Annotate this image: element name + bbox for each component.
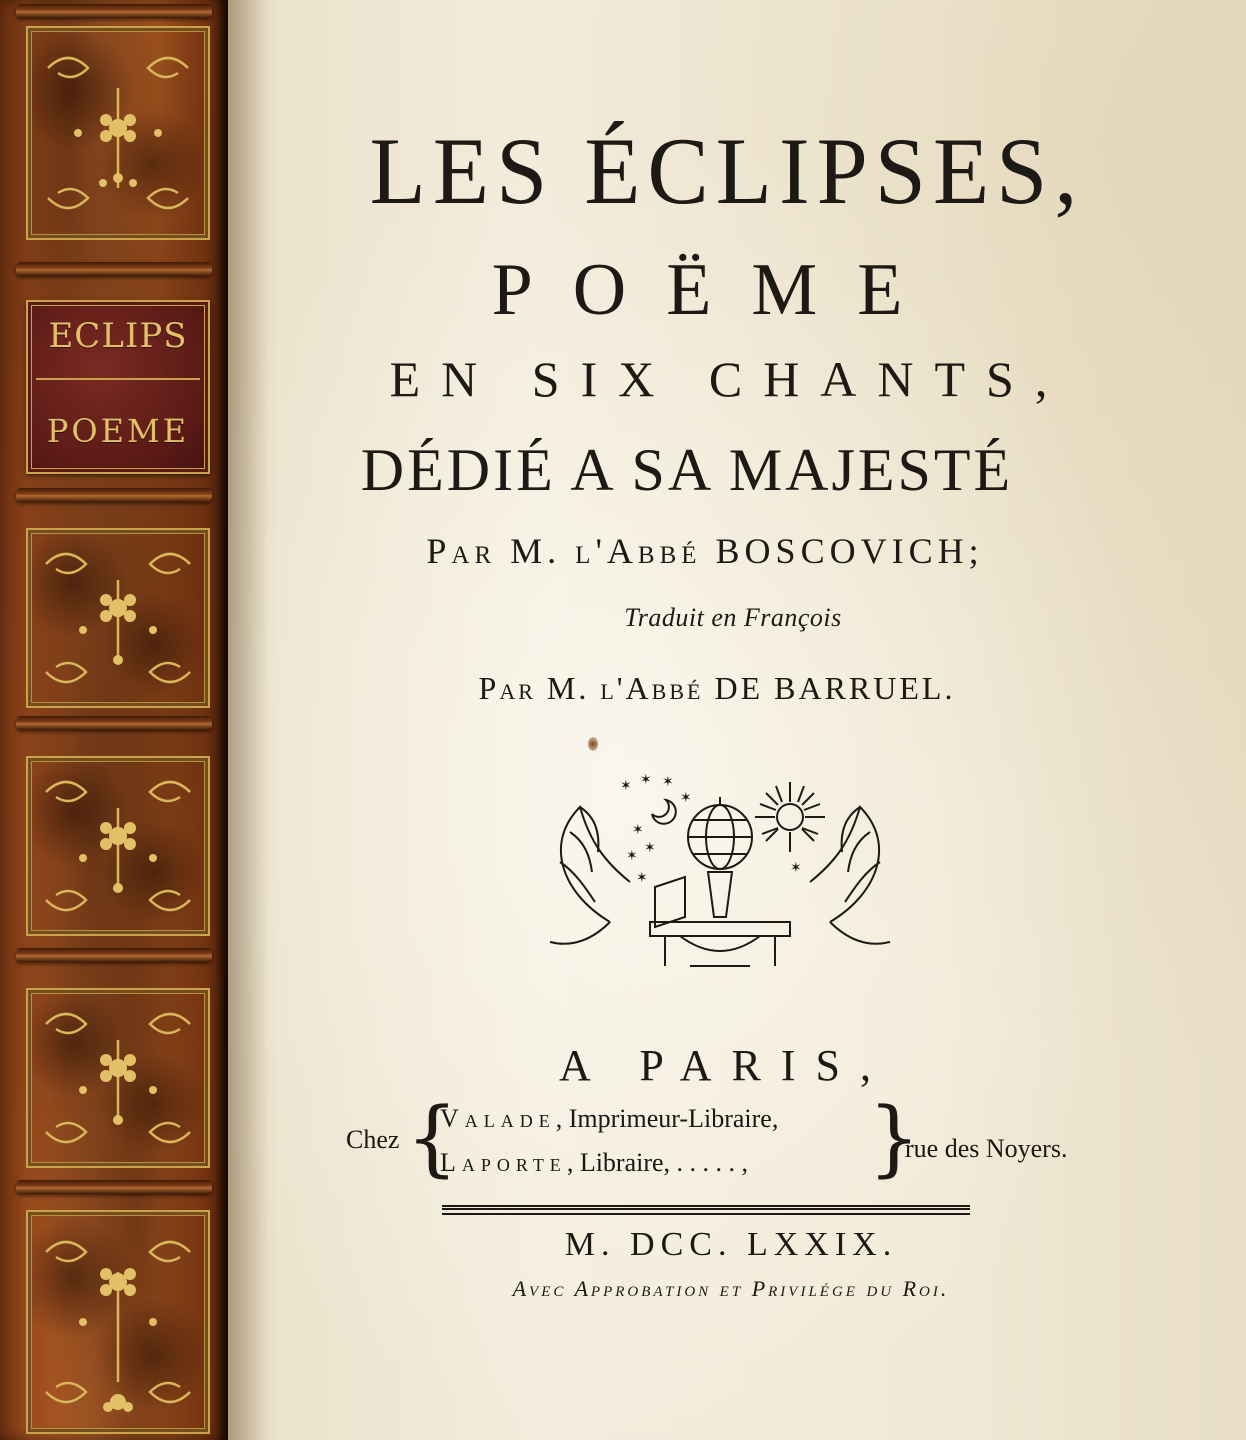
publisher-2-role: , Libraire, . . . . . , <box>566 1148 749 1177</box>
publisher-1 <box>440 1104 778 1134</box>
cantos-line: EN SIX CHANTS, <box>389 351 1069 407</box>
publisher-1-name: Valade <box>440 1104 556 1133</box>
svg-text:✶: ✶ <box>636 870 648 886</box>
translator-line <box>208 670 1226 707</box>
floral-ornament-icon <box>28 990 208 1166</box>
astronomy-vignette-icon <box>540 772 900 992</box>
spine-panel-ornament <box>26 1210 210 1434</box>
author-name: BOSCOVICH; <box>715 531 984 571</box>
dedication-line: DÉDIÉ A SA MAJESTÉ <box>360 437 1014 503</box>
spine-band <box>16 262 212 276</box>
chez-label: Chez <box>346 1125 400 1154</box>
publisher-2 <box>440 1148 748 1178</box>
spine-label-rule <box>36 378 200 380</box>
street-address: rue des Noyers. <box>905 1134 1068 1163</box>
spine-label-line1: ECLIPS <box>48 316 188 356</box>
book-subtitle: POËME <box>491 249 943 331</box>
book-spine <box>0 0 228 1440</box>
imprint-place: A PARIS, <box>558 1041 892 1090</box>
right-brace: } <box>868 1091 921 1186</box>
spine-panel-ornament <box>26 756 210 936</box>
title-page <box>228 0 1246 1440</box>
svg-text:✶: ✶ <box>640 772 652 788</box>
svg-text:✶: ✶ <box>680 790 692 806</box>
svg-text:✶: ✶ <box>626 848 638 864</box>
royal-privilege: Avec Approbation et Privilége du Roi. <box>512 1276 950 1301</box>
left-brace: { <box>406 1091 459 1186</box>
floral-ornament-icon <box>28 1212 208 1432</box>
spine-panel-ornament <box>26 528 210 708</box>
svg-text:✶: ✶ <box>662 774 674 790</box>
spine-panel-ornament <box>26 26 210 240</box>
spine-label-line2: POEME <box>46 412 190 450</box>
foxing-spot <box>588 737 598 751</box>
svg-text:✶: ✶ <box>644 840 656 856</box>
book-title: LES ÉCLIPSES, <box>369 117 1085 225</box>
translator-name: DE BARRUEL. <box>714 670 956 706</box>
floral-ornament-icon <box>28 758 208 934</box>
spine-band <box>16 948 212 962</box>
translator-prefix: Par M. l'Abbé <box>478 670 704 706</box>
floral-ornament-icon <box>28 530 208 706</box>
author-prefix: Par M. l'Abbé <box>426 531 702 571</box>
author-line <box>196 530 1214 572</box>
svg-text:✶: ✶ <box>790 860 802 876</box>
publisher-2-name: Laporte <box>440 1148 567 1177</box>
publication-year: M. DCC. LXXIX. <box>564 1226 898 1263</box>
double-rule <box>442 1205 970 1215</box>
floral-ornament-icon <box>28 28 208 238</box>
svg-text:✶: ✶ <box>620 778 632 794</box>
spine-band <box>16 1180 212 1194</box>
translation-note: Traduit en François <box>624 603 842 632</box>
spine-band <box>16 4 212 18</box>
publisher-1-role: , Imprimeur-Libraire, <box>555 1104 779 1133</box>
spine-panel-ornament <box>26 988 210 1168</box>
svg-text:✶: ✶ <box>632 822 644 838</box>
spine-band <box>16 716 212 730</box>
